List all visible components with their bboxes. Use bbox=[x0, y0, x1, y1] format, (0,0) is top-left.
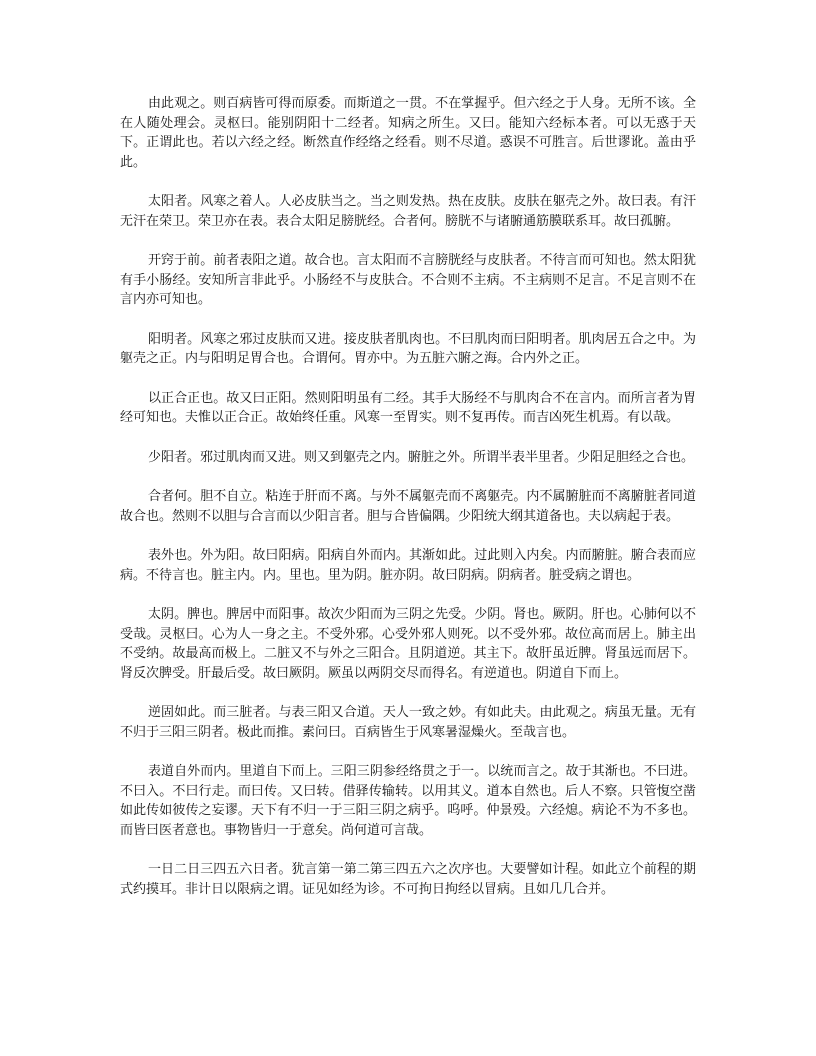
paragraph-4: 阳明者。风寒之邪过皮肤而又进。接皮肤者肌肉也。不曰肌肉而曰阳明者。肌肉居五合之中。为躯壳之正。内与阳明足胃合也。合谓何。胃亦中。为五脏六腑之海。合内外之正。 bbox=[120, 331, 696, 366]
paragraph-7: 合者何。胆不自立。粘连于肝而不离。与外不属躯壳而不离躯壳。内不属腑脏而不离腑脏者同道故合也。然则不以胆与合言而以少阳言者。胆与合皆偏隅。少阳统大纲其道备也。夫以病起于表。 bbox=[120, 489, 696, 524]
paragraph-8: 表外也。外为阳。故曰阳病。阳病自外而内。其渐如此。过此则入内矣。内而腑脏。腑合表而应病。不待言也。脏主内。内。里也。里为阴。脏亦阴。故曰阴病。阴病者。脏受病之谓也。 bbox=[120, 548, 696, 583]
paragraph-10: 逆固如此。而三脏者。与表三阳又合道。天人一致之妙。有如此夫。由此观之。病虽无量。无有不归于三阳三阴者。极此而推。素问曰。百病皆生于风寒暑湿燥火。至哉言也。 bbox=[120, 705, 696, 740]
paragraph-2: 太阳者。风寒之着人。人必皮肤当之。当之则发热。热在皮肤。皮肤在躯壳之外。故曰表。有汗无汗在荣卫。荣卫亦在表。表合太阳足膀胱经。合者何。膀胱不与诸腑通筋膜联系耳。故曰孤腑。 bbox=[120, 194, 696, 229]
paragraph-9: 太阴。脾也。脾居中而阳事。故次少阳而为三阴之先受。少阴。肾也。厥阴。肝也。心肺何以不受哉。灵枢曰。心为人一身之主。不受外邪。心受外邪人则死。以不受外邪。故位高而居上。肺主出不受纳。故最高而极上。二脏又不与外之三阳合。且阴道逆。其主下。故肝虽近脾。肾虽远而居下。肾反次脾受。肝最后受。故曰厥阴。厥虽以两阴交尽而得名。有逆道也。阴道自下而上。 bbox=[120, 607, 696, 681]
paragraph-3: 开窍于前。前者表阳之道。故合也。言太阳而不言膀胱经与皮肤者。不待言而可知也。然太阳犹有手小肠经。安知所言非此乎。小肠经不与皮肤合。不合则不主病。不主病则不足言。不足言则不在言内亦可知也。 bbox=[120, 253, 696, 307]
paragraph-1: 由此观之。则百病皆可得而原委。而斯道之一贯。不在掌握乎。但六经之于人身。无所不该。全在人随处理会。灵枢曰。能别阴阳十二经者。知病之所生。又曰。能知六经标本者。可以无惑于天下。正谓此也。若以六经之经。断然直作经络之经看。则不尽道。惑误不可胜言。后世谬讹。盖由乎此。 bbox=[120, 96, 696, 170]
paragraph-5: 以正合正也。故又曰正阳。然则阳明虽有二经。其手大肠经不与肌肉合不在言内。而所言者为胃经可知也。夫惟以正合正。故始终任重。风寒一至胃实。则不复再传。而吉凶死生机焉。有以哉。 bbox=[120, 390, 696, 425]
paragraph-6: 少阳者。邪过肌肉而又进。则又到躯壳之内。腑脏之外。所谓半表半里者。少阳足胆经之合也。 bbox=[148, 449, 695, 465]
paragraph-11: 表道自外而内。里道自下而上。三阳三阴参经络贯之于一。以统而言之。故于其渐也。不曰进。不曰入。不曰行走。而曰传。又曰转。借驿传输转。以用其义。道本自然也。后人不察。只管愎空凿如此传如彼传之妄谬。天下有不归一于三阳三阴之病乎。呜呼。仲景殁。六经熄。病论不为不多也。而皆曰医者意也。事物皆归一于意矣。尚何道可言哉。 bbox=[120, 764, 696, 838]
paragraph-12: 一日二日三四五六日者。犹言第一第二第三四五六之次序也。大要譬如计程。如此立个前程的期式约摸耳。非计日以限病之谓。证见如经为诊。不可拘日拘经以冒病。且如几几合并。 bbox=[120, 862, 696, 897]
